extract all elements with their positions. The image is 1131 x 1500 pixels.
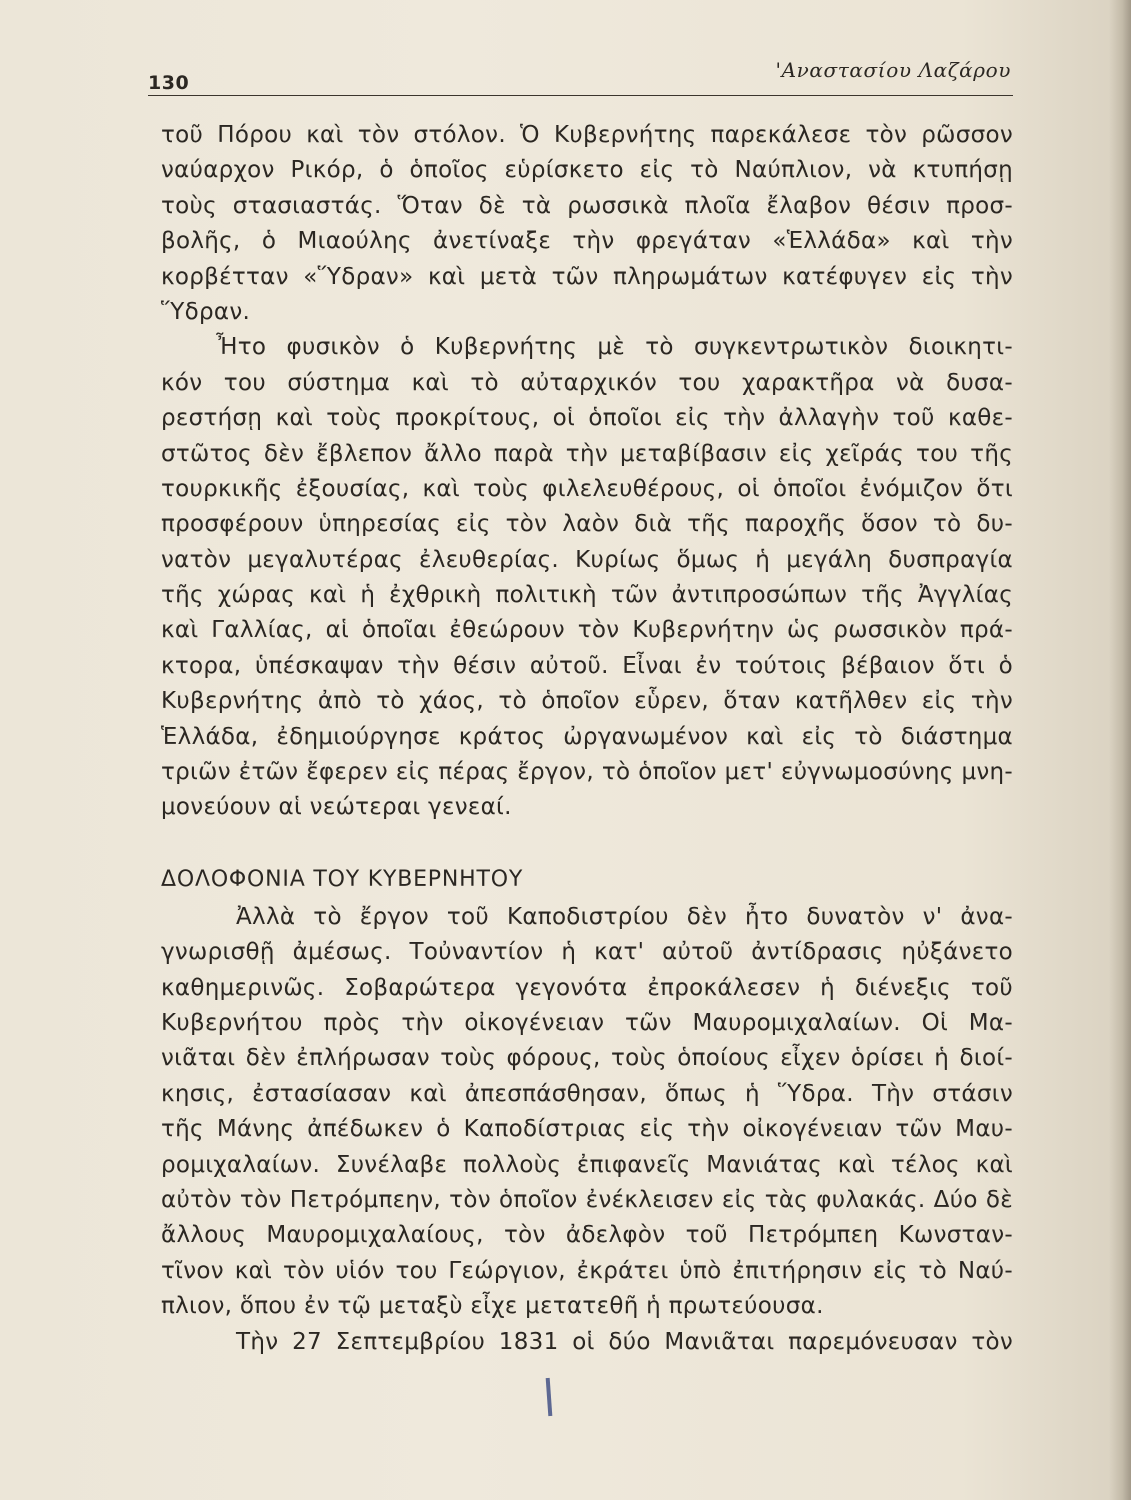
text-line: Κυβερνήτης ἀπὸ τὸ χάος, τὸ ὁποῖον εὗρεν, ὅταν κατῆλθεν εἰς τὴν (161, 688, 1013, 715)
paragraph (161, 1325, 1013, 1360)
text-line: αὐτὸν τὸν Πετρόμπεην, τὸν ὁποῖον ἐνέκλεισεν εἰς τὰς φυλακάς. Δύο δὲ (161, 1186, 1013, 1213)
text-line: βολῆς, ὁ Μιαούλης ἀνετίναξε τὴν φρεγάταν «Ἑλλάδα» καὶ τὴν (161, 228, 1013, 255)
text-line: γνωρισθῇ ἀμέσως. Τοὐναντίον ἡ κατ' αὐτοῦ ἀντίδρασις ηὐξάνετο (161, 939, 1013, 966)
running-head: 'Αναστασίου Λαζάρου (775, 58, 1011, 82)
text-line: τῆς χώρας καὶ ἡ ἐχθρικὴ πολιτικὴ τῶν ἀντιπροσώπων τῆς Ἀγγλίας (161, 582, 1013, 609)
text-line: μονεύουν αἱ νεώτεραι γενεαί. (161, 794, 512, 821)
text-line: προσφέρουν ὑπηρεσίας εἰς τὸν λαὸν διὰ τῆς παροχῆς ὅσον τὸ δυ- (161, 511, 1013, 538)
text-line: Κυβερνήτου πρὸς τὴν οἰκογένειαν τῶν Μαυρομιχαλαίων. Οἱ Μα- (161, 1009, 1013, 1036)
pen-mark (546, 1378, 553, 1416)
text-line: Τὴν 27 Σεπτεμβρίου 1831 οἱ δύο Μανιᾶται παρεμόνευσαν τὸν (236, 1328, 1013, 1355)
text-line: κτορα, ὑπέσκαψαν τὴν θέσιν αὐτοῦ. Εἶναι ἐν τούτοις βέβαιον ὅτι ὁ (161, 652, 1013, 679)
text-line: τοῦ Πόρου καὶ τὸν στόλον. Ὁ Κυβερνήτης παρεκάλεσε τὸν ρῶσσον (161, 122, 1013, 148)
text-line: κορβέτταν «Ὕδραν» καὶ μετὰ τῶν πληρωμάτων κατέφυγεν εἰς τὴν (161, 263, 1013, 290)
page-edge-shadow (1109, 0, 1131, 1500)
text-line: ρομιχαλαίων. Συνέλαβε πολλοὺς ἐπιφανεῖς Μανιάτας καὶ τέλος καὶ (161, 1151, 1013, 1178)
text-line: Ὕδραν. (161, 298, 251, 325)
page-number: 130 (148, 72, 190, 94)
header-rule (148, 95, 1013, 96)
section-gap (161, 826, 1013, 860)
text-line: τῆς Μάνης ἀπέδωκεν ὁ Καποδίστριας εἰς τὴν οἰκογένειαν τῶν Μαυ- (161, 1116, 1013, 1143)
text-line: τριῶν ἐτῶν ἔφερεν εἰς πέρας ἔργον, τὸ ὁποῖον μετ' εὐγνωμοσύνης μνη- (161, 759, 1013, 786)
text-line: Ἑλλάδα, ἐδημιούργησε κράτος ὠργανωμένον καὶ εἰς τὸ διάστημα (161, 723, 1013, 750)
text-line: κόν του σύστημα καὶ τὸ αὐταρχικόν του χαρακτῆρα νὰ δυσα- (161, 369, 1013, 396)
text-line: τοὺς στασιαστάς. Ὅταν δὲ τὰ ρωσσικὰ πλοῖα ἔλαβον θέσιν προσ- (161, 192, 1013, 219)
text-line: τουρκικῆς ἐξουσίας, καὶ τοὺς φιλελευθέρους, οἱ ὁποῖοι ἐνόμιζον ὅτι (161, 475, 1013, 502)
paragraph (161, 900, 1013, 1325)
paragraph (161, 330, 1013, 825)
section-heading: ΔΟΛΟΦΟΝΙΑ ΤΟΥ ΚΥΒΕΡΝΗΤΟΥ (161, 866, 524, 892)
text-line: καθημερινῶς. Σοβαρώτερα γεγονότα ἐπροκάλεσεν ἡ διένεξις τοῦ (161, 974, 1013, 1001)
text-line: τῖνον καὶ τὸν υἱόν του Γεώργιον, ἐκράτει ὑπὸ ἐπιτήρησιν εἰς τὸ Ναύ- (161, 1257, 1013, 1284)
text-line: κησις, ἐστασίασαν καὶ ἀπεσπάσθησαν, ὅπως ἡ Ὕδρα. Τὴν στάσιν (161, 1080, 1013, 1107)
text-line: ἄλλους Μαυρομιχαλαίους, τὸν ἀδελφὸν τοῦ Πετρόμπεη Κωνσταν- (161, 1222, 1013, 1249)
text-line: καὶ Γαλλίας, αἱ ὁποῖαι ἐθεώρουν τὸν Κυβερνήτην ὡς ρωσσικὸν πρά- (161, 617, 1013, 644)
text-line: Ἀλλὰ τὸ ἔργον τοῦ Καποδιστρίου δὲν ἦτο δυνατὸν ν' ἀνα- (236, 903, 1013, 930)
text-line: στῶτος δὲν ἔβλεπον ἄλλο παρὰ τὴν μεταβίβασιν εἰς χεῖράς του τῆς (161, 440, 1013, 467)
text-line: νατὸν μεγαλυτέρας ἐλευθερίας. Κυρίως ὅμως ἡ μεγάλη δυσπραγία (161, 546, 1013, 573)
text-line: Ἦτο φυσικὸν ὁ Κυβερνήτης μὲ τὸ συγκεντρωτικὸν διοικητι- (216, 334, 1013, 361)
paragraph (161, 118, 1013, 330)
text-line: ναύαρχον Ρικόρ, ὁ ὁποῖος εὑρίσκετο εἰς τὸ Ναύπλιον, νὰ κτυπήσῃ (161, 157, 1013, 184)
text-line: ρεστήσῃ καὶ τοὺς προκρίτους, οἱ ὁποῖοι εἰς τὴν ἀλλαγὴν τοῦ καθε- (161, 405, 1013, 432)
page-header (148, 52, 1013, 96)
text-line: νιᾶται δὲν ἐπλήρωσαν τοὺς φόρους, τοὺς ὁποίους εἶχεν ὁρίσει ἡ διοί- (161, 1045, 1013, 1072)
text-line: πλιον, ὅπου ἐν τῷ μεταξὺ εἶχε μετατεθῆ ἡ πρωτεύουσα. (161, 1293, 824, 1320)
body-text (161, 118, 1013, 1360)
